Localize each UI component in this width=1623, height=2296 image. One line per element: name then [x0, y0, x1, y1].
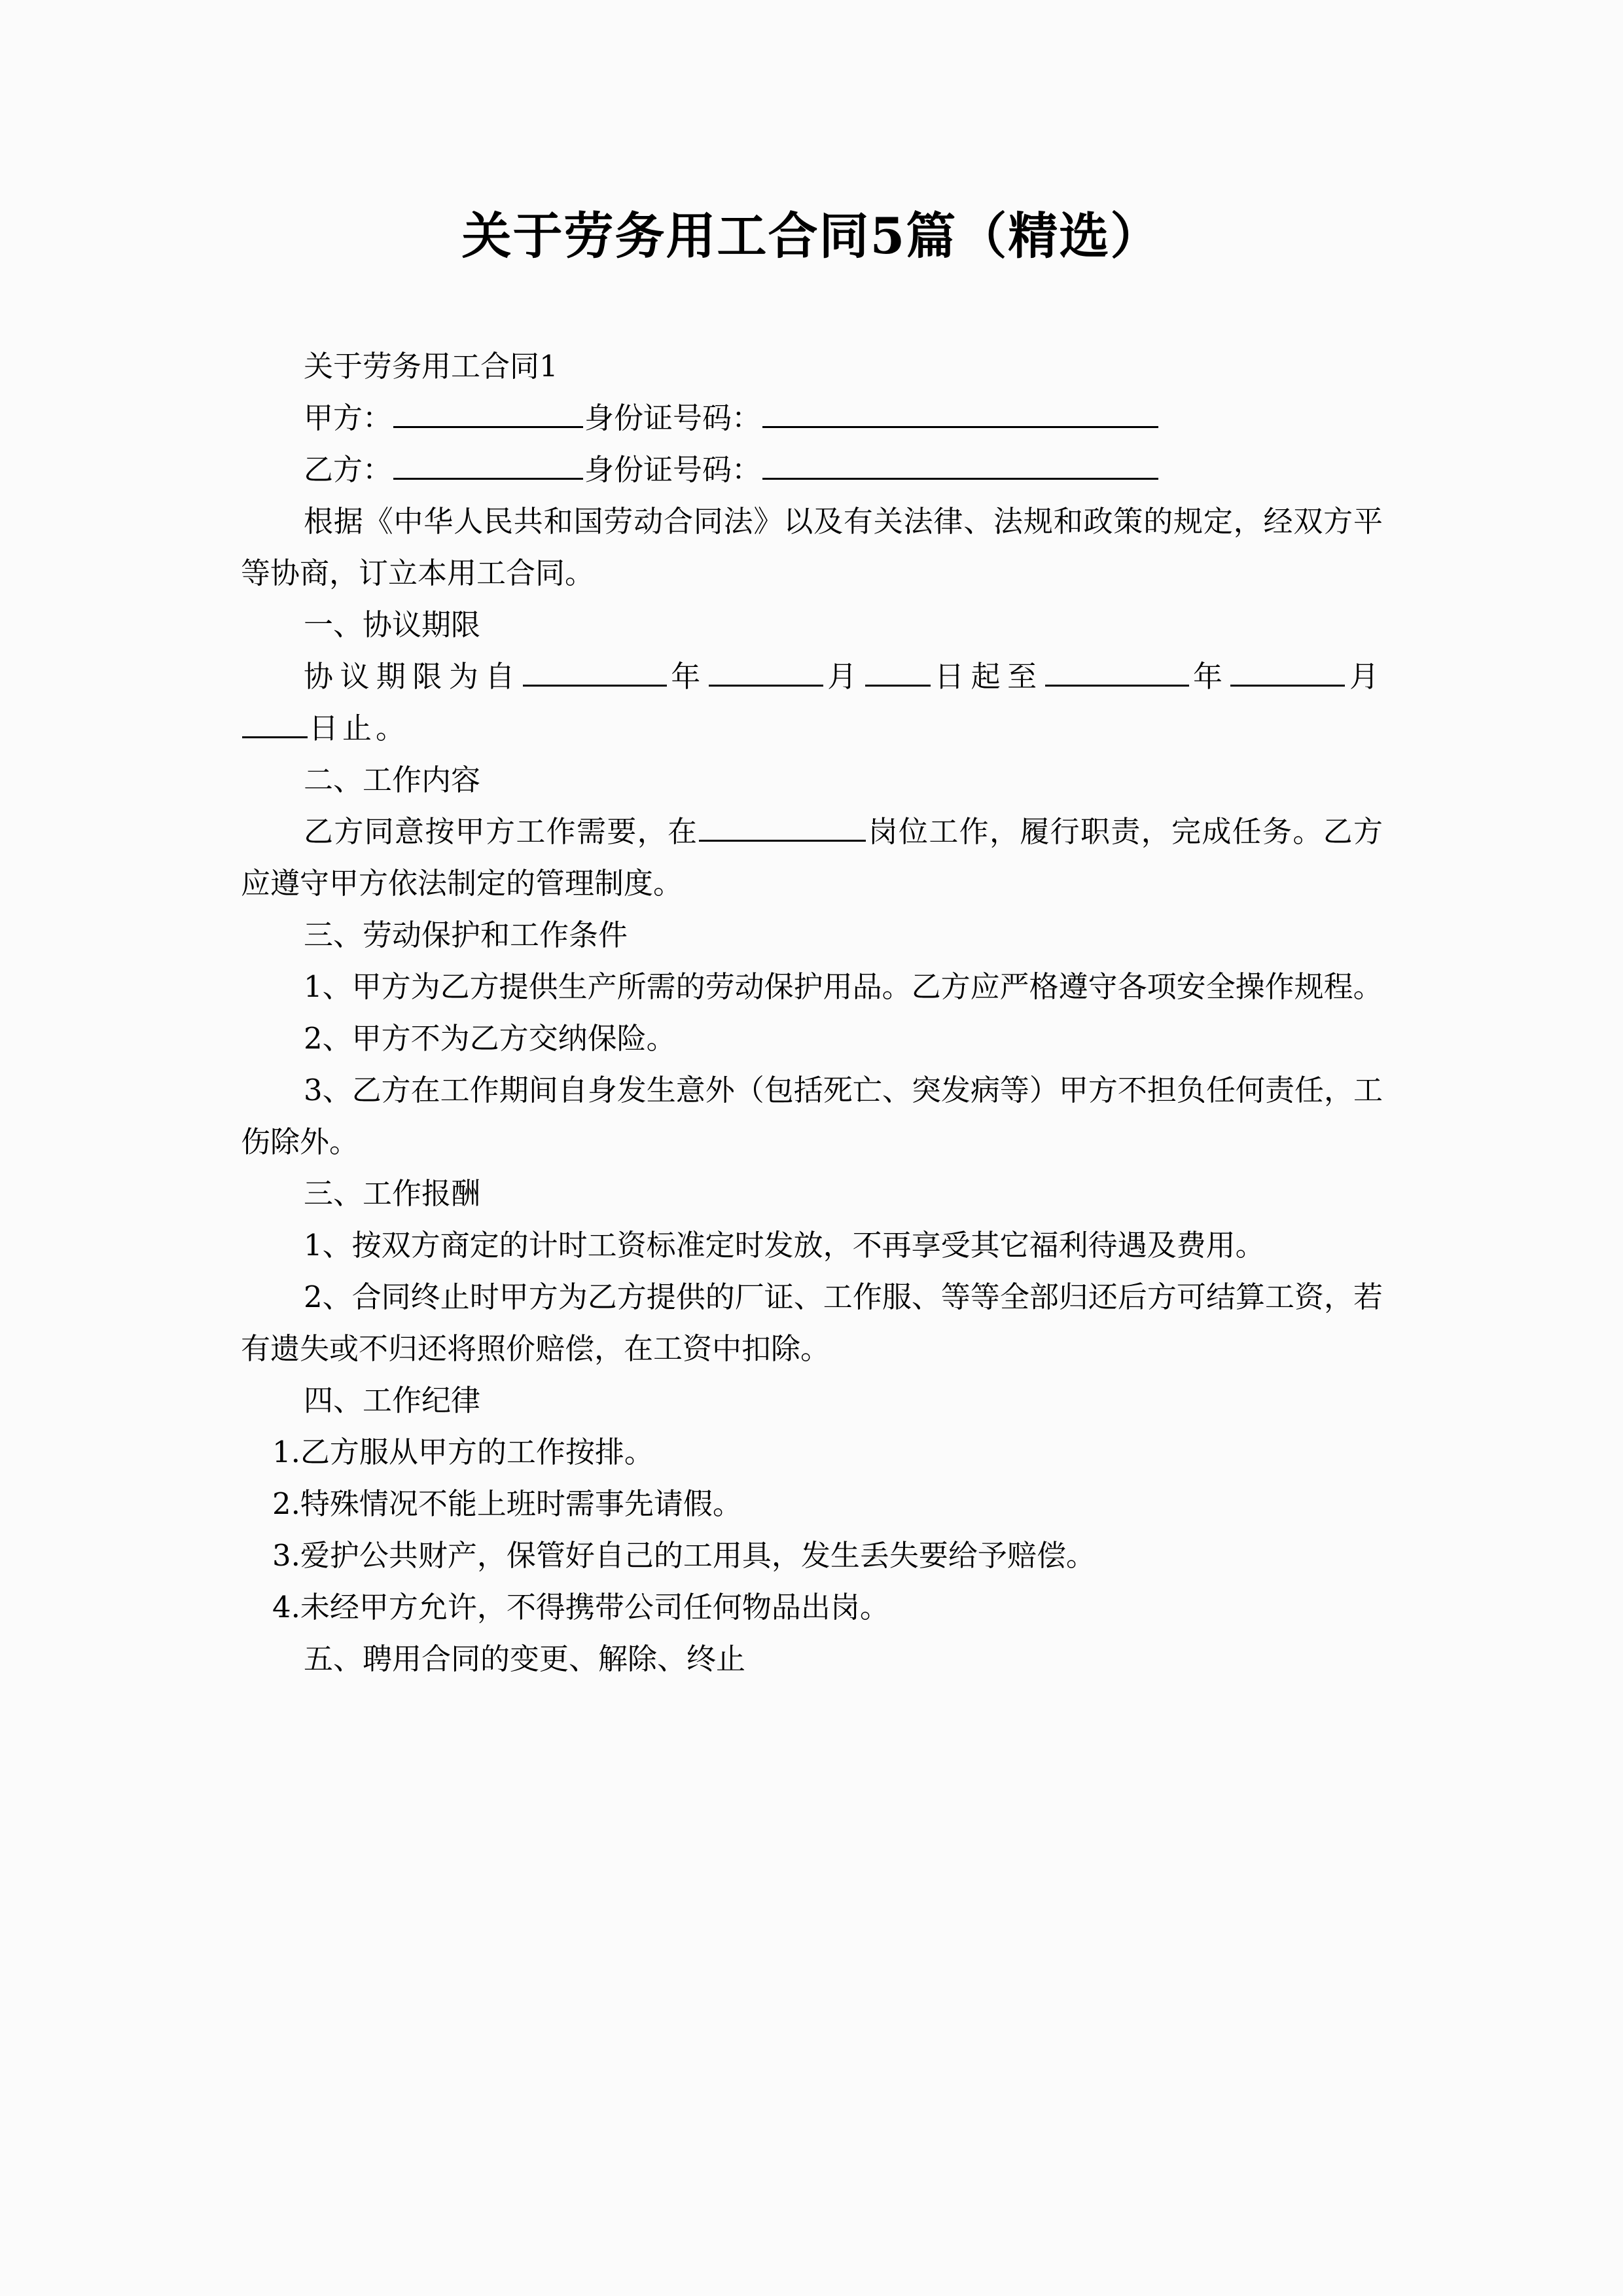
term-year-label-2: 年 — [1190, 659, 1230, 694]
section-heading-2: 二、工作内容 — [304, 762, 481, 797]
term-line — [241, 651, 1383, 754]
section-3-item-3: 3、乙方在工作期间自身发生意外（包括死亡、突发病等）甲方不担负任何责任，工伤除外。 — [241, 1073, 1383, 1159]
term-day-label-1: 日起至 — [931, 659, 1044, 694]
section-heading-1: 一、协议期限 — [304, 607, 481, 642]
party-b-id-field[interactable] — [762, 449, 1158, 480]
term-day-label-2: 日止。 — [309, 711, 410, 745]
party-a-line — [241, 392, 1383, 444]
party-a-label: 甲方： — [304, 401, 393, 435]
section-heading-4: 三、工作报酬 — [304, 1176, 481, 1211]
party-a-id-field[interactable] — [762, 397, 1158, 428]
section-heading-5: 四、工作纪律 — [304, 1383, 481, 1418]
term-start-day-field[interactable] — [865, 656, 931, 687]
section-5-item-1: 1.乙方服从甲方的工作按排。 — [272, 1435, 654, 1469]
party-a-id-label: 身份证号码： — [584, 401, 762, 435]
work-content-line — [241, 806, 1383, 909]
section-3-item-1: 1、甲方为乙方提供生产所需的劳动保护用品。乙方应严格遵守各项安全操作规程。 — [304, 969, 1383, 1004]
section-5-item-2: 2.特殊情况不能上班时需事先请假。 — [272, 1486, 742, 1521]
section-3-item-2: 2、甲方不为乙方交纳保险。 — [304, 1021, 676, 1056]
term-end-month-field[interactable] — [1230, 656, 1345, 687]
party-b-field[interactable] — [393, 449, 583, 480]
section-4-item-1: 1、按双方商定的计时工资标准定时发放，不再享受其它福利待遇及费用。 — [304, 1228, 1265, 1263]
preamble-paragraph: 根据《中华人民共和国劳动合同法》以及有关法律、法规和政策的规定，经双方平等协商，订立本用工合同。 — [241, 504, 1383, 590]
term-month-label-1: 月 — [824, 659, 864, 694]
section-heading-3: 三、劳动保护和工作条件 — [304, 918, 628, 952]
party-b-id-label: 身份证号码： — [584, 452, 762, 487]
party-b-label: 乙方： — [304, 452, 393, 487]
party-b-line — [241, 444, 1383, 495]
term-start-year-field[interactable] — [523, 656, 667, 687]
work-content-prefix: 乙方同意按甲方工作需要，在 — [304, 814, 698, 849]
section-heading-6: 五、聘用合同的变更、解除、终止 — [304, 1641, 746, 1676]
page-title: 关于劳务用工合同5篇（精选） — [461, 206, 1162, 265]
term-month-label-2: 月 — [1346, 659, 1383, 694]
work-position-field[interactable] — [699, 811, 866, 842]
term-year-label-1: 年 — [668, 659, 707, 694]
section-5-item-4: 4.未经甲方允许，不得携带公司任何物品出岗。 — [272, 1590, 889, 1624]
term-start-month-field[interactable] — [709, 656, 823, 687]
party-a-field[interactable] — [393, 397, 583, 428]
term-end-year-field[interactable] — [1045, 656, 1189, 687]
work-content-suffix: 岗位工作，履行职责，完成任务。乙方应遵守甲方依法制定的管理制度。 — [241, 814, 1383, 901]
term-prefix: 协议期限为自 — [304, 659, 522, 694]
document-body — [241, 340, 1383, 1685]
term-end-day-field[interactable] — [242, 708, 308, 738]
document-subtitle: 关于劳务用工合同1 — [304, 349, 558, 384]
section-5-item-3: 3.爱护公共财产，保管好自己的工用具，发生丢失要给予赔偿。 — [272, 1538, 1096, 1573]
section-4-item-2: 2、合同终止时甲方为乙方提供的厂证、工作服、等等全部归还后方可结算工资，若有遗失或不归还将照价赔偿，在工资中扣除。 — [241, 1280, 1383, 1366]
